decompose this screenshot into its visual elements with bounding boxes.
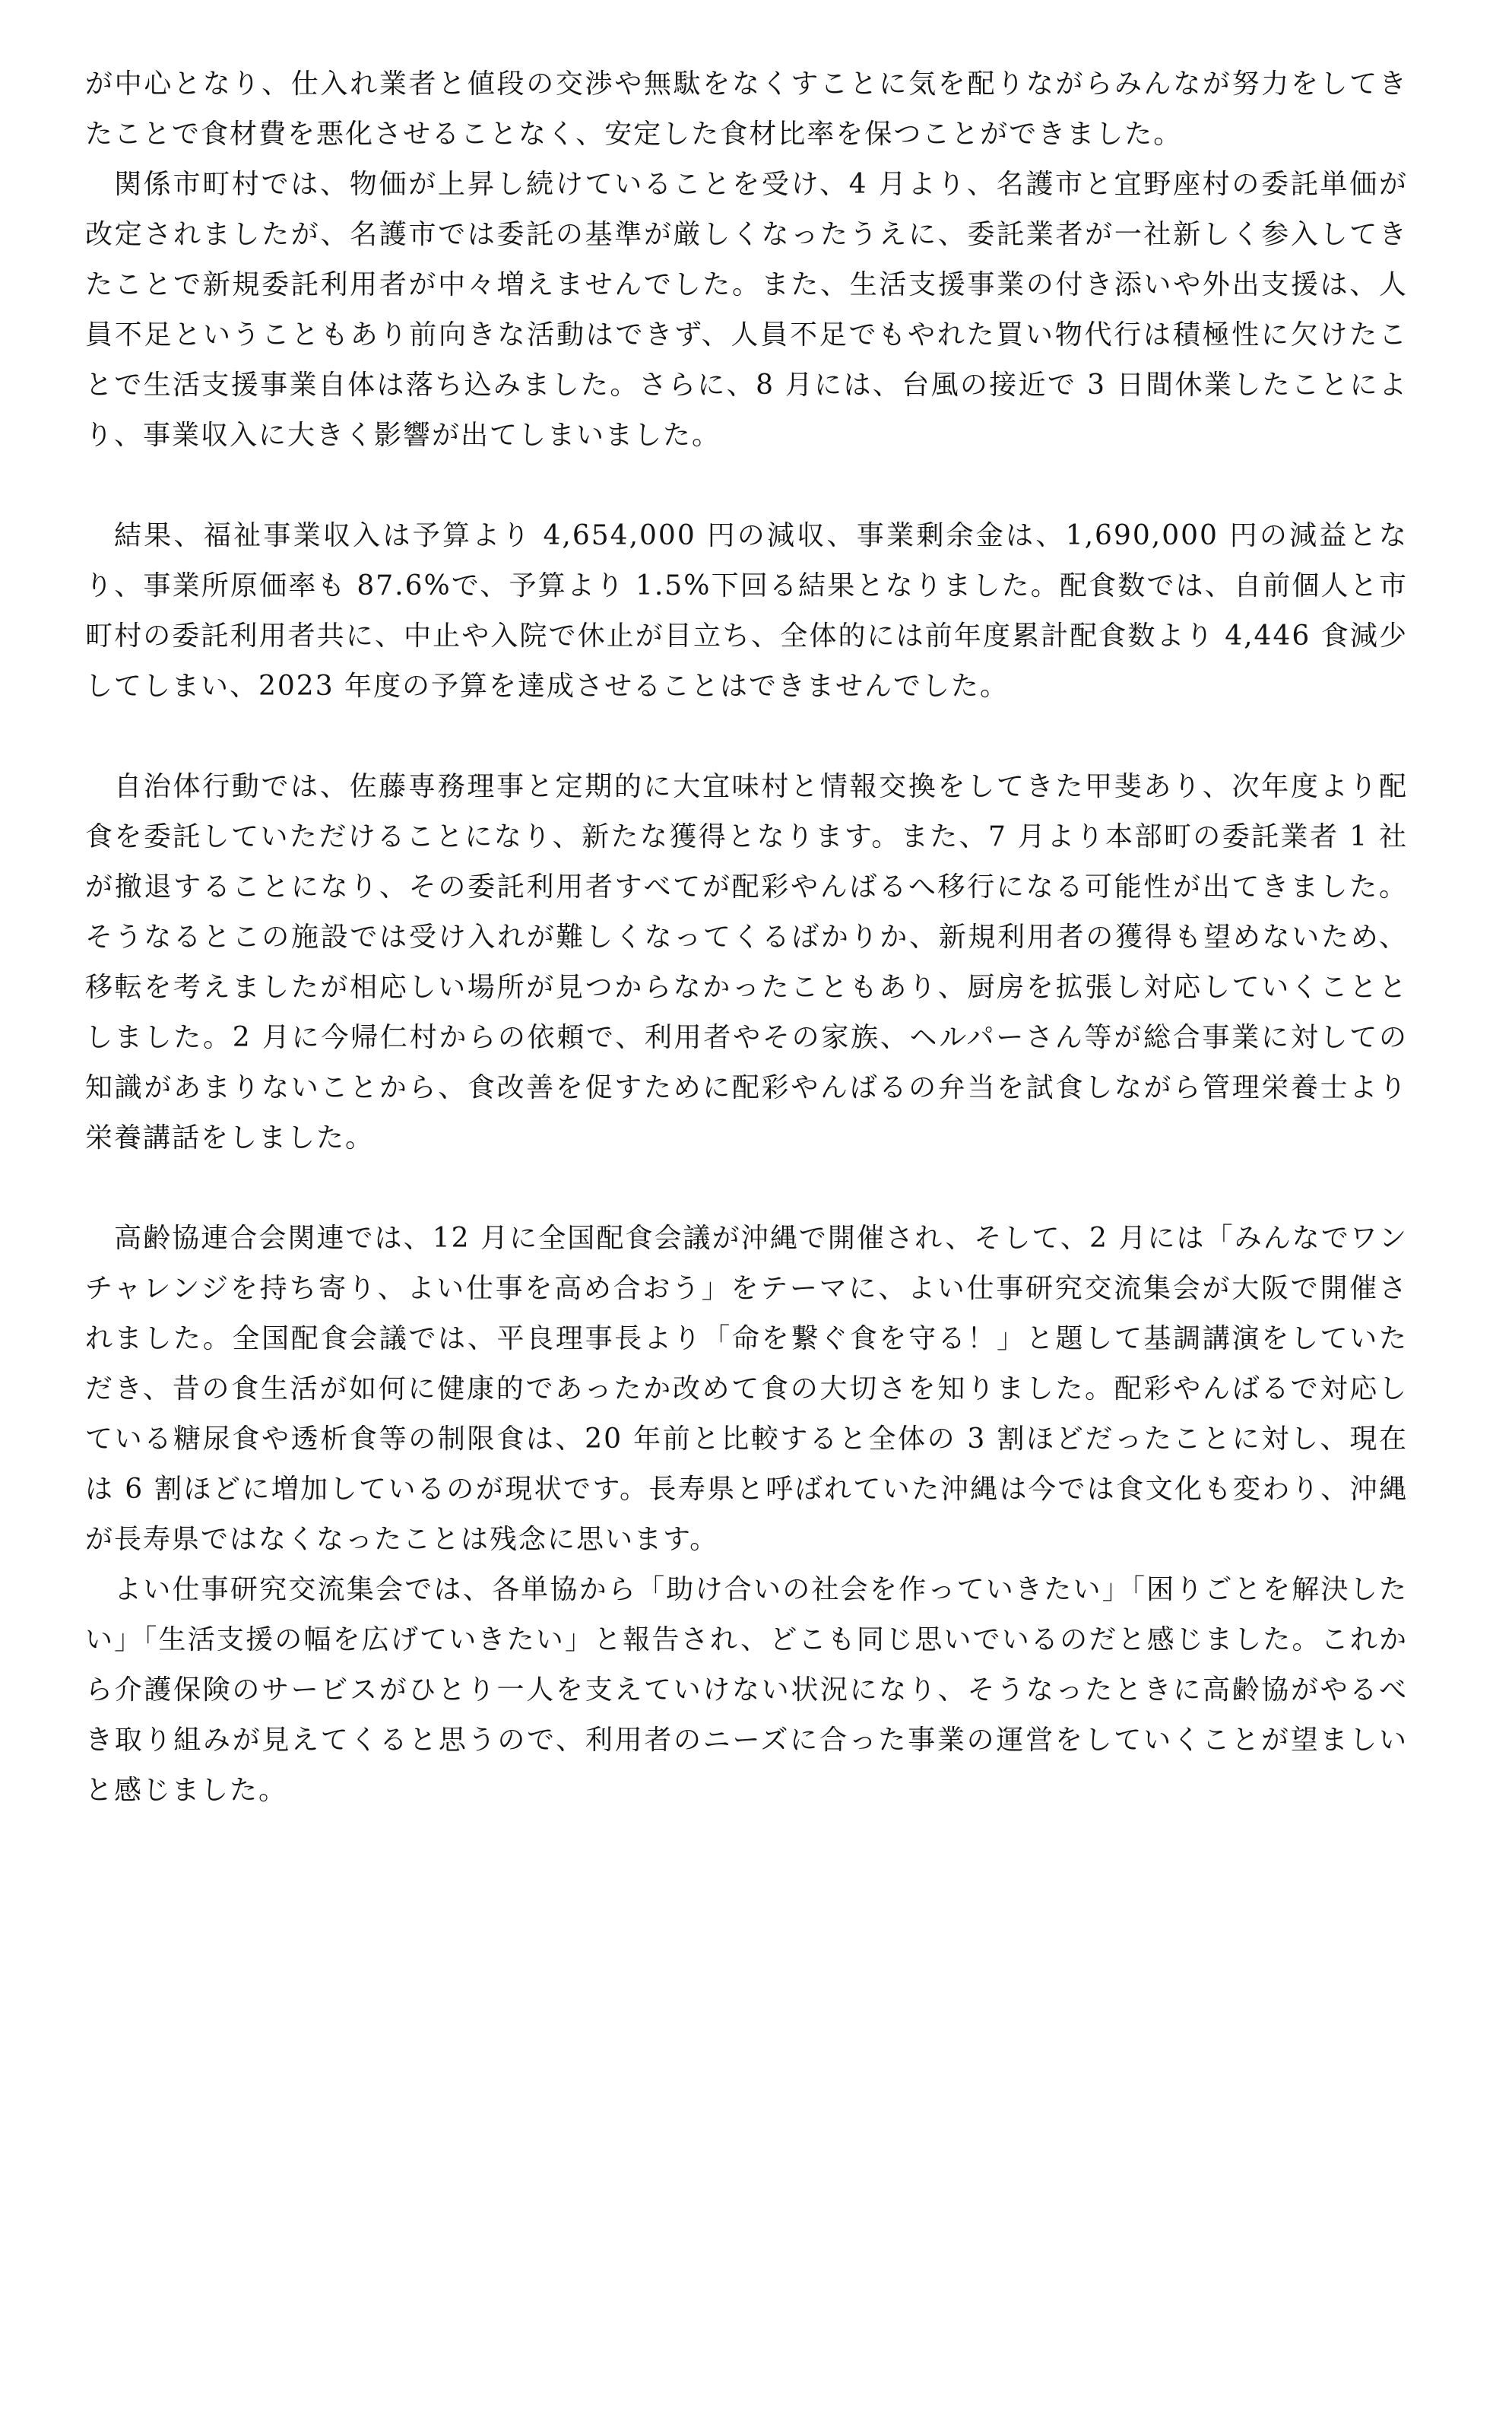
paragraph-6: よい仕事研究交流集会では、各単協から「助け合いの社会を作っていきたい」「困りごとを解決したい」「生活支援の幅を広げていきたい」と報告され、どこも同じ思いでいるのだと感じました。これから介護保険のサービスがひとり一人を支えていけない状況になり、そうなったときに高齢協がやるべき取り組みが見えてくると思うので、利用者のニーズに合った事業の運営をしていくことが望ましいと感じました。 xyxy=(85,1574,1408,1806)
paragraph-1: が中心となり、仕入れ業者と値段の交渉や無駄をなくすことに気を配りながらみんなが努力をしてきたことで食材費を悪化させることなく、安定した食材比率を保つことができました。 xyxy=(85,68,1408,150)
paragraph-gap xyxy=(85,461,1408,511)
paragraph-gap xyxy=(85,712,1408,762)
paragraph-2: 関係市町村では、物価が上昇し続けていることを受け、4 月より、名護市と宜野座村の委託単価が改定されましたが、名護市では委託の基準が厳しくなったうえに、委託業者が一社新しく参入してきたことで新規委託利用者が中々増えませんでした。また、生活支援事業の付き添いや外出支援は、人員不足ということもあり前向きな活動はできず、人員不足でもやれた買い物代行は積極性に欠けたことで生活支援事業自体は落ち込みました。さらに、8 月には、台風の接近で 3 日間休業したことにより、事業収入に大きく影響が出てしまいました。 xyxy=(85,169,1408,451)
paragraph-3: 結果、福祉事業収入は予算より 4,654,000 円の減収、事業剰余金は、1,690,000 円の減益となり、事業所原価率も 87.6%で、予算より 1.5%下回る結果となりました。配食数では、自前個人と市町村の委託利用者共に、中止や入院で休止が目立ち、全体的には前年度累計配食数より 4,446 食減少してしまい、2023 年度の予算を達成させることはできませんでした。 xyxy=(85,520,1408,702)
paragraph-5: 高齢協連合会関連では、12 月に全国配食会議が沖縄で開催され、そして、2 月には「みんなでワンチャレンジを持ち寄り、よい仕事を高め合おう」をテーマに、よい仕事研究交流集会が大阪で開催されました。全国配食会議では、平良理事長より「命を繋ぐ食を守る！」と題して基調講演をしていただき、昔の食生活が如何に健康的であったか改めて食の大切さを知りました。配彩やんばるで対応している糖尿食や透析食等の制限食は、20 年前と比較すると全体の 3 割ほどだったことに対し、現在は 6 割ほどに増加しているのが現状です。長寿県と呼ばれていた沖縄は今では食文化も変わり、沖縄が長寿県ではなくなったことは残念に思います。 xyxy=(85,1223,1408,1555)
paragraph-4: 自治体行動では、佐藤専務理事と定期的に大宜味村と情報交換をしてきた甲斐あり、次年度より配食を委託していただけることになり、新たな獲得となります。また、7 月より本部町の委託業者 1 社が撤退することになり、その委託利用者すべてが配彩やんばるへ移行になる可能性が出てきました。そうなるとこの施設では受け入れが難しくなってくるばかりか、新規利用者の獲得も望めないため、移転を考えましたが相応しい場所が見つからなかったこともあり、厨房を拡張し対応していくこととしました。2 月に今帰仁村からの依頼で、利用者やその家族、ヘルパーさん等が総合事業に対しての知識があまりないことから、食改善を促すために配彩やんばるの弁当を試食しながら管理栄養士より栄養講話をしました。 xyxy=(85,771,1408,1154)
document-body xyxy=(85,59,1408,1816)
paragraph-gap xyxy=(85,1163,1408,1214)
